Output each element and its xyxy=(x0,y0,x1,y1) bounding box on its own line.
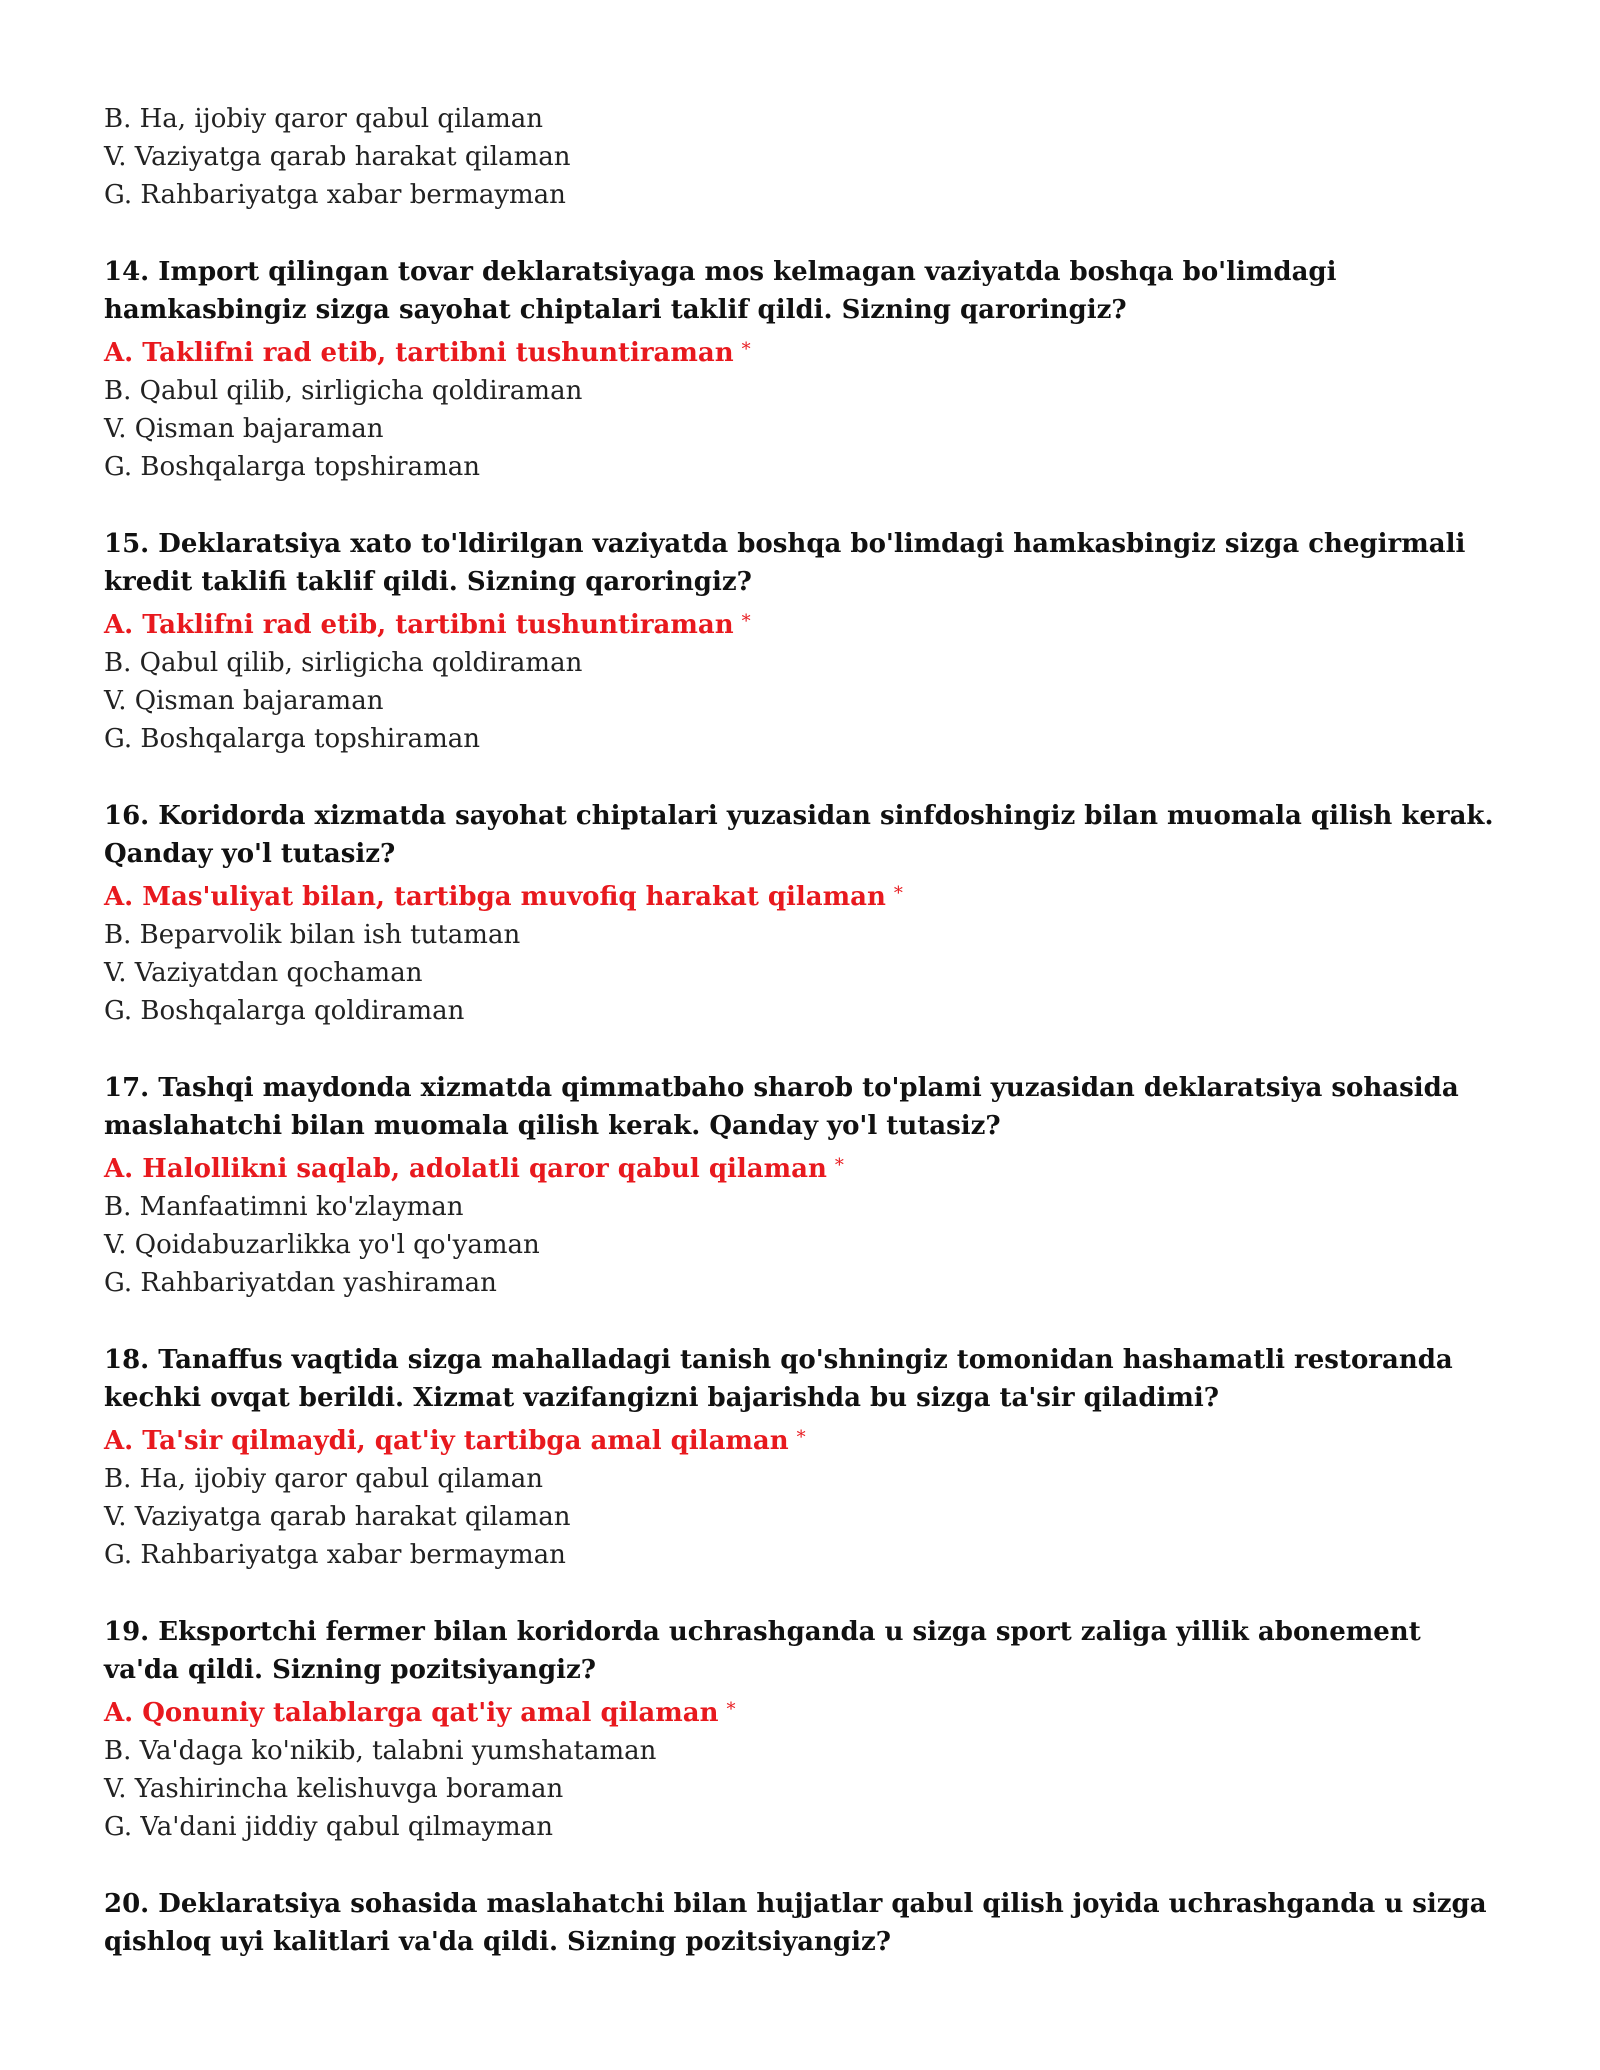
option-b: B. Ha, ijobiy qaror qabul qilaman xyxy=(104,104,543,134)
correct-marker: * xyxy=(741,339,751,360)
option-v: V. Vaziyatdan qochaman xyxy=(104,958,423,988)
question-text: 19. Eksportchi fermer bilan koridorda uchrashganda u sizga sport zaliga yillik abonement va'da qildi. Sizning pozitsiyangiz? xyxy=(104,1617,1421,1685)
correct-answer xyxy=(104,875,1496,916)
option-b: B. Qabul qilib, sirligicha qoldiraman xyxy=(104,648,583,678)
option-v: V. Qoidabuzarlikka yo'l qo'yaman xyxy=(104,1230,540,1260)
option-b: B. Qabul qilib, sirligicha qoldiraman xyxy=(104,376,583,406)
correct-answer-text: A. Taklifni rad etib, tartibni tushuntiraman xyxy=(104,610,734,640)
correct-answer-text: A. Halollikni saqlab, adolatli qaror qabul qilaman xyxy=(104,1154,827,1184)
correct-answer xyxy=(104,603,1496,644)
option-g: G. Rahbariyatga xabar bermayman xyxy=(104,1540,566,1570)
question-18 xyxy=(104,1341,1496,1574)
question-17 xyxy=(104,1069,1496,1302)
option-v: V. Vaziyatga qarab harakat qilaman xyxy=(104,1502,571,1532)
question-text: 18. Tanaffus vaqtida sizga mahalladagi tanish qo'shningiz tomonidan hashamatli restoranda kechki ovqat berildi. Xizmat vazifangizni bajarishda bu sizga ta'sir qiladimi? xyxy=(104,1345,1453,1413)
correct-marker: * xyxy=(726,1699,736,1720)
question-text: 20. Deklaratsiya sohasida maslahatchi bilan hujjatlar qabul qilish joyida uchrashganda u sizga qishloq uyi kalitlari va'da qildi. Sizning pozitsiyangiz? xyxy=(104,1889,1487,1957)
correct-answer-text: A. Mas'uliyat bilan, tartibga muvofiq harakat qilaman xyxy=(104,882,886,912)
correct-answer-text: A. Taklifni rad etib, tartibni tushuntiraman xyxy=(104,338,734,368)
option-g: G. Va'dani jiddiy qabul qilmayman xyxy=(104,1812,553,1842)
option-b: B. Manfaatimni ko'zlayman xyxy=(104,1192,464,1222)
option-g: G. Rahbariyatga xabar bermayman xyxy=(104,180,566,210)
option-g: G. Boshqalarga qoldiraman xyxy=(104,996,465,1026)
question-16 xyxy=(104,797,1496,1030)
correct-answer-text: A. Qonuniy talablarga qat'iy amal qilaman xyxy=(104,1698,719,1728)
question-text: 17. Tashqi maydonda xizmatda qimmatbaho sharob to'plami yuzasidan deklaratsiya sohasida maslahatchi bilan muomala qilish kerak. Qanday yo'l tutasiz? xyxy=(104,1073,1459,1141)
option-g: G. Boshqalarga topshiraman xyxy=(104,724,480,754)
option-b: B. Va'daga ko'nikib, talabni yumshataman xyxy=(104,1736,657,1766)
question-text: 15. Deklaratsiya xato to'ldirilgan vaziyatda boshqa bo'limdagi hamkasbingiz sizga chegirmali kredit taklifi taklif qildi. Sizning qaroringiz? xyxy=(104,529,1466,597)
option-g: G. Boshqalarga topshiraman xyxy=(104,452,480,482)
question-text: 14. Import qilingan tovar deklaratsiyaga mos kelmagan vaziyatda boshqa bo'limdagi hamkasbingiz sizga sayohat chiptalari taklif qildi. Sizning qaroringiz? xyxy=(104,257,1337,325)
question-20 xyxy=(104,1885,1496,1961)
correct-marker: * xyxy=(893,883,903,904)
option-b: B. Ha, ijobiy qaror qabul qilaman xyxy=(104,1464,543,1494)
option-v: V. Qisman bajaraman xyxy=(104,686,384,716)
correct-answer xyxy=(104,1147,1496,1188)
correct-marker: * xyxy=(796,1427,806,1448)
question-text: 16. Koridorda xizmatda sayohat chiptalari yuzasidan sinfdoshingiz bilan muomala qilish kerak. Qanday yo'l tutasiz? xyxy=(104,801,1494,869)
leading-options xyxy=(104,100,1496,214)
question-19 xyxy=(104,1613,1496,1846)
correct-marker: * xyxy=(834,1155,844,1176)
correct-answer xyxy=(104,1691,1496,1732)
option-v: V. Qisman bajaraman xyxy=(104,414,384,444)
correct-marker: * xyxy=(741,611,751,632)
question-15 xyxy=(104,525,1496,758)
correct-answer-text: A. Ta'sir qilmaydi, qat'iy tartibga amal qilaman xyxy=(104,1426,789,1456)
option-g: G. Rahbariyatdan yashiraman xyxy=(104,1268,497,1298)
correct-answer xyxy=(104,331,1496,372)
correct-answer xyxy=(104,1419,1496,1460)
option-v: V. Yashirincha kelishuvga boraman xyxy=(104,1774,564,1804)
option-v: V. Vaziyatga qarab harakat qilaman xyxy=(104,142,571,172)
question-14 xyxy=(104,253,1496,486)
option-b: B. Beparvolik bilan ish tutaman xyxy=(104,920,521,950)
